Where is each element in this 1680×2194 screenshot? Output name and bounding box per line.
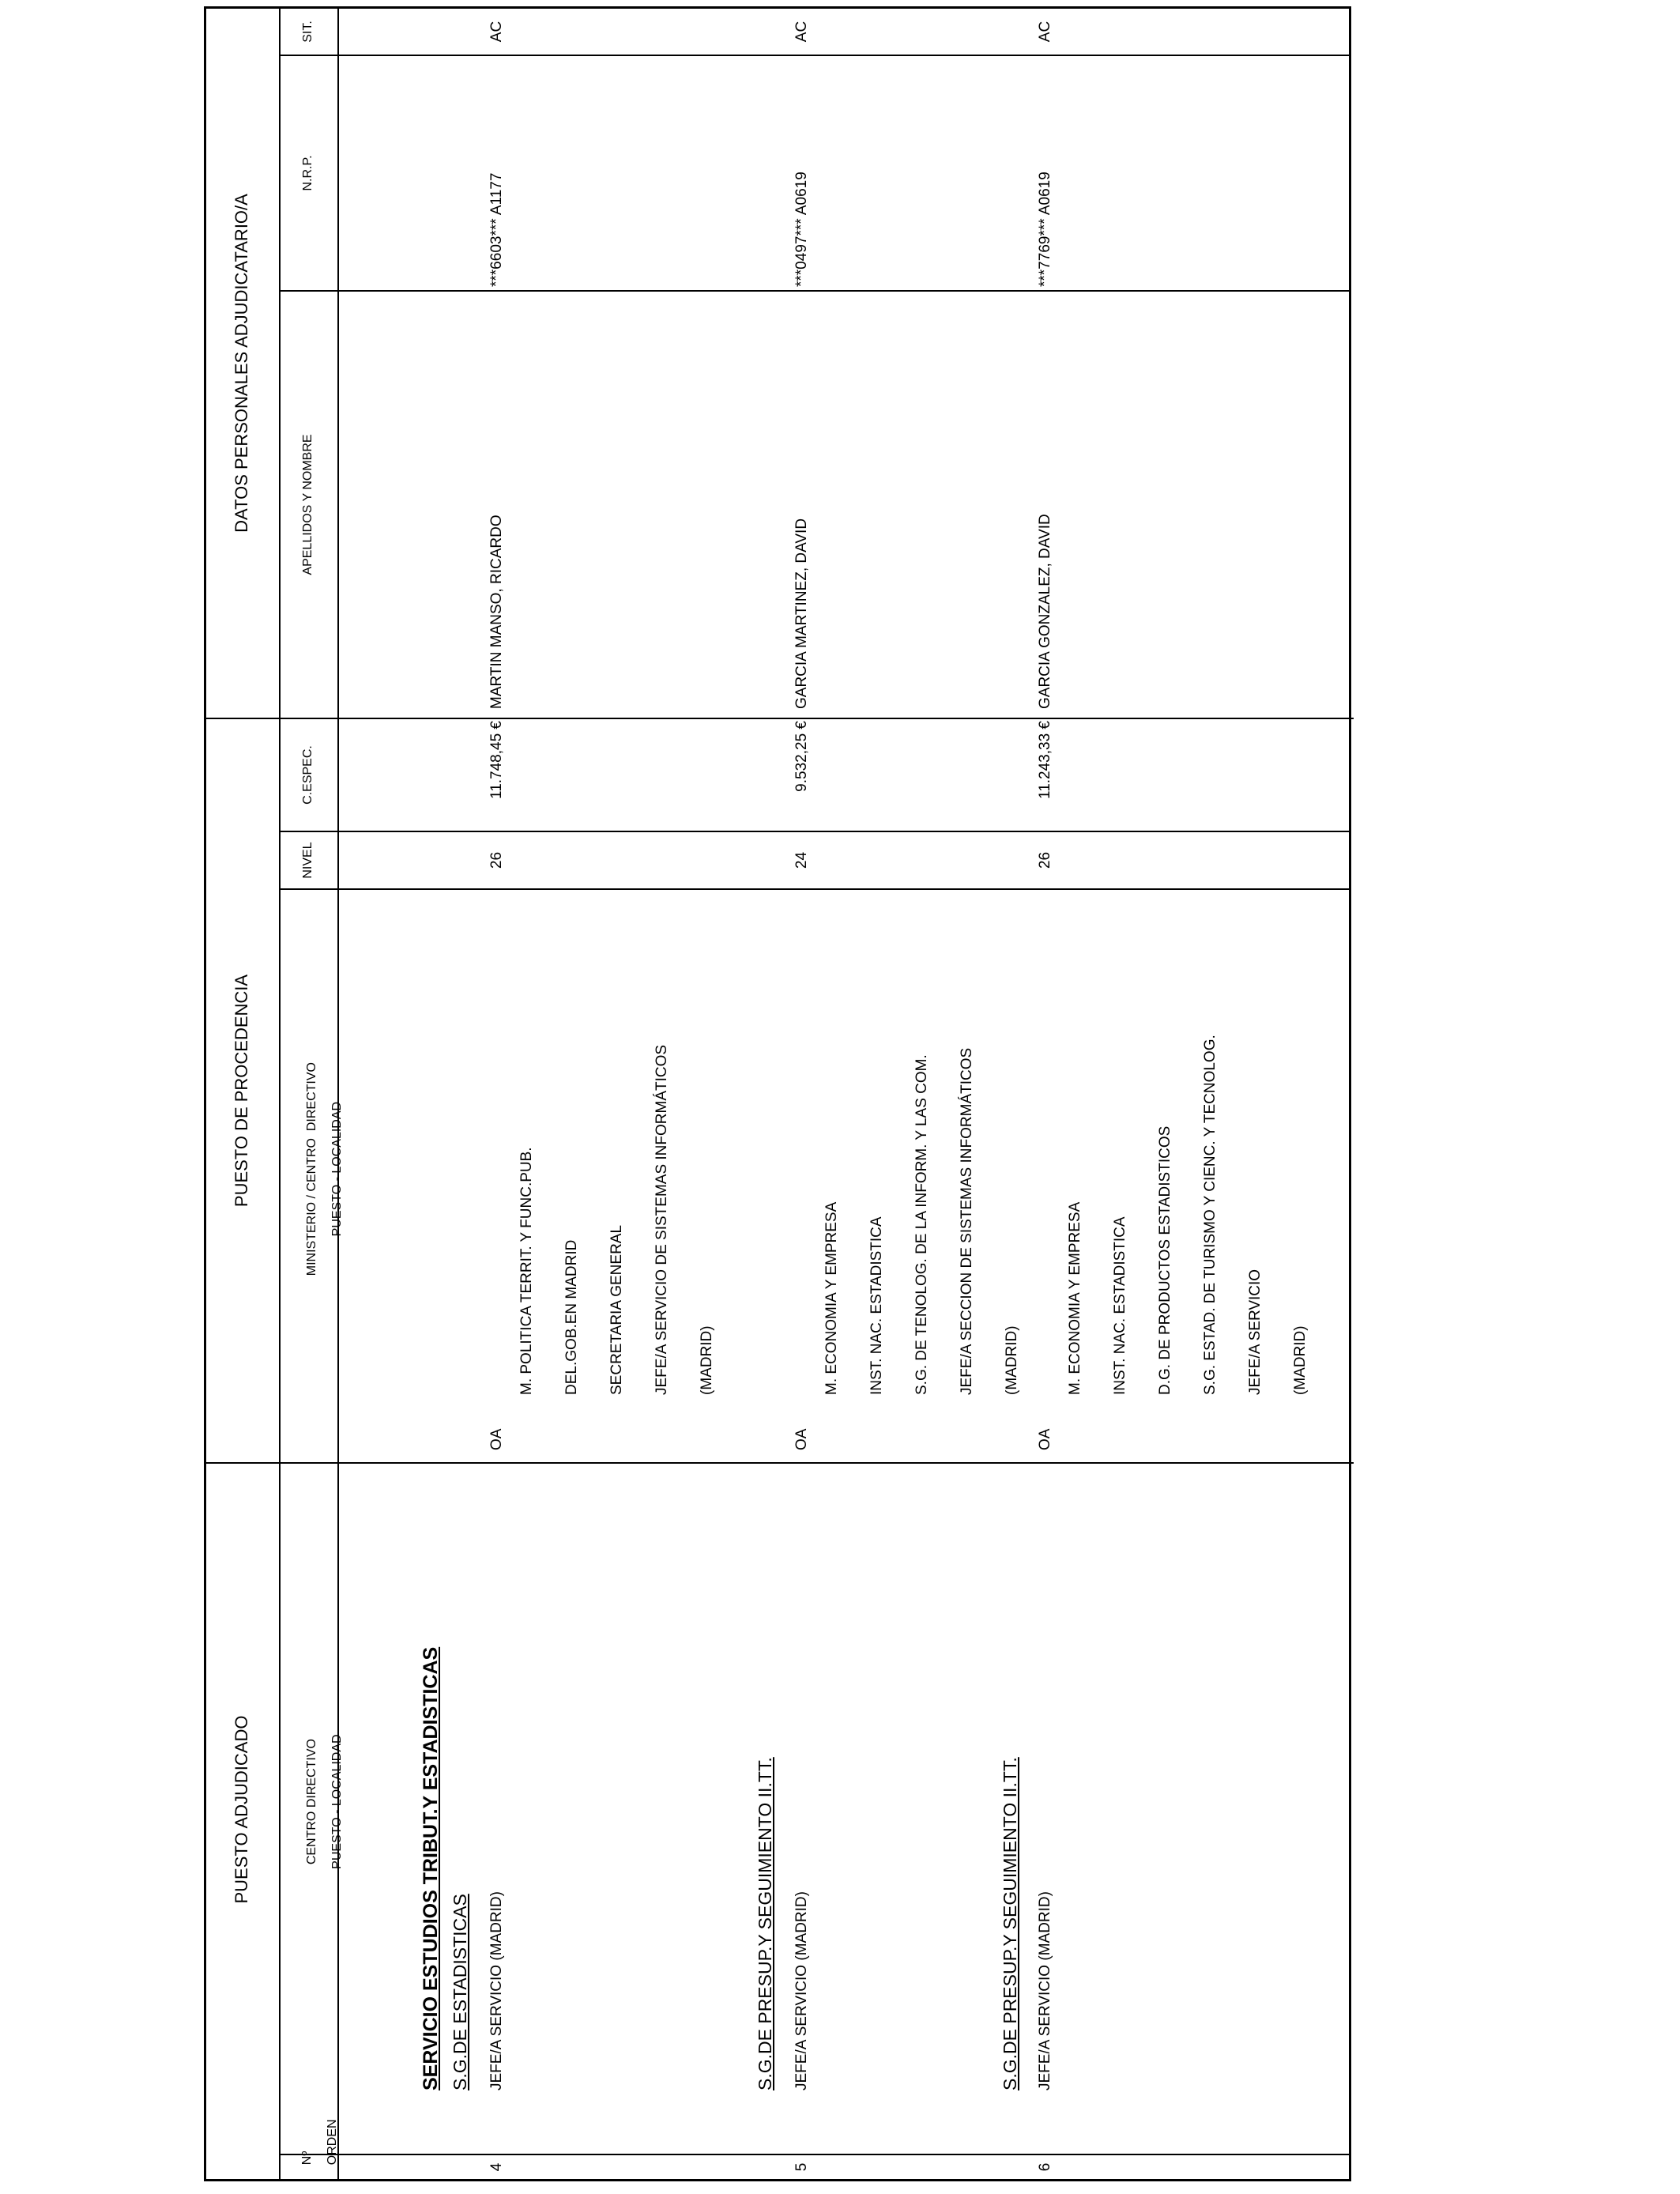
row-nombre: GARCIA GONZALEZ, DAVID (1037, 514, 1053, 709)
row-procedencia (794, 1048, 1049, 1395)
procedencia-line: M. ECONOMIA Y EMPRESA (823, 1201, 840, 1395)
col-rule-orden (279, 2154, 1349, 2155)
row-subheading: S.G.DE PRESUP.Y SEGUIMIENTO II.TT. (1000, 1757, 1020, 2090)
row-nivel: 26 (1037, 851, 1053, 869)
col-rule-nivel (279, 888, 1349, 890)
col-rule-sit (279, 55, 1349, 56)
row-orden: 4 (488, 2162, 505, 2172)
procedencia-line: SECRETARIA GENERAL (608, 1224, 625, 1395)
row-nivel: 26 (488, 851, 505, 869)
procedencia-line: JEFE/A SERVICIO (1247, 1269, 1264, 1395)
row-tipo: OA (488, 1428, 505, 1450)
row-nrp: ***0497*** A0619 (793, 172, 810, 287)
row-orden: 5 (793, 2162, 810, 2172)
procedencia-line: JEFE/A SERVICIO DE SISTEMAS INFORMÁTICOS (654, 1044, 670, 1395)
row-cespec: 11.748,45 € (488, 721, 505, 799)
procedencia-line: M. POLITICA TERRIT. Y FUNC.PUB. (518, 1147, 535, 1395)
col-header-ministerio-line2: PUESTO - LOCALIDAD (330, 1101, 344, 1237)
col-rule-cespec (279, 831, 1349, 832)
col-header-orden-line1: Nº (300, 2151, 314, 2166)
procedencia-line: M. ECONOMIA Y EMPRESA (1067, 1201, 1083, 1395)
row-nivel: 24 (793, 851, 810, 869)
group-rule-procedencia (206, 718, 1354, 719)
col-rule-nrp (279, 290, 1349, 292)
row-sit: AC (1037, 21, 1053, 43)
procedencia-line: INST. NAC. ESTADISTICA (1112, 1216, 1128, 1395)
col-header-orden-line2: ORDEN (326, 2119, 339, 2166)
adjudication-table (204, 6, 1351, 2181)
row-cespec: 11.243,33 € (1037, 721, 1053, 799)
row-subheading: S.G.DE ESTADISTICAS (450, 1894, 470, 2090)
group-header-adjudicado: PUESTO ADJUDICADO (232, 1715, 251, 1904)
row-puesto: JEFE/A SERVICIO (MADRID) (1037, 1891, 1053, 2090)
group-header-procedencia: PUESTO DE PROCEDENCIA (232, 974, 251, 1208)
col-header-apellidos: APELLIDOS Y NOMBRE (301, 434, 315, 575)
header-divider (279, 9, 281, 2179)
row-tipo: OA (793, 1428, 810, 1450)
col-header-centro (293, 1464, 356, 2154)
procedencia-line: JEFE/A SECCION DE SISTEMAS INFORMÁTICOS (959, 1047, 975, 1395)
col-header-ministerio (293, 890, 356, 1462)
col-header-sit: SIT. (301, 21, 315, 43)
row-procedencia (1038, 1035, 1338, 1395)
row-procedencia (489, 1045, 744, 1395)
procedencia-line: (MADRID) (1004, 1325, 1020, 1395)
col-header-centro-line1: CENTRO DIRECTIVO (305, 1739, 318, 1865)
row-sit: AC (793, 21, 810, 43)
procedencia-line: S.G. ESTAD. DE TURISMO Y CIENC. Y TECNOLOG. (1202, 1035, 1219, 1395)
row-puesto: JEFE/A SERVICIO (MADRID) (793, 1891, 810, 2090)
procedencia-line: (MADRID) (1292, 1325, 1309, 1395)
group-rule-adjudicado (206, 1462, 1354, 1464)
group-header-personales: DATOS PERSONALES ADJUDICATARIO/A (232, 194, 251, 533)
row-subheading: S.G.DE PRESUP.Y SEGUIMIENTO II.TT. (755, 1757, 775, 2090)
row-tipo: OA (1037, 1428, 1053, 1450)
procedencia-line: (MADRID) (699, 1325, 715, 1395)
row-nrp: ***6603*** A1177 (488, 172, 505, 287)
col-header-centro-line2: PUESTO - LOCALIDAD (330, 1734, 344, 1869)
row-nrp: ***7769*** A0619 (1037, 172, 1053, 287)
col-header-cespec: C.ESPEC. (301, 745, 315, 805)
row-sit: AC (488, 21, 505, 43)
row-nombre: GARCIA MARTINEZ, DAVID (793, 518, 810, 709)
row-orden: 6 (1037, 2162, 1053, 2172)
procedencia-line: DEL.GOB.EN MADRID (563, 1239, 580, 1395)
row-nombre: MARTIN MANSO, RICARDO (488, 515, 505, 709)
col-header-orden (288, 2119, 352, 2179)
procedencia-line: D.G. DE PRODUCTOS ESTADISTICOS (1157, 1125, 1173, 1395)
col-header-nrp: N.R.P. (301, 155, 315, 191)
row-cespec: 9.532,25 € (793, 721, 810, 792)
procedencia-line: S.G. DE TENOLOG. DE LA INFORM. Y LAS COM. (913, 1054, 930, 1395)
col-header-nivel: NIVEL (301, 842, 315, 879)
section-title: SERVICIO ESTUDIOS TRIBUT.Y ESTADISTICAS (420, 1646, 442, 2090)
procedencia-line: INST. NAC. ESTADISTICA (868, 1216, 885, 1395)
col-header-ministerio-line1: MINISTERIO / CENTRO DIRECTIVO (305, 1062, 318, 1276)
row-puesto: JEFE/A SERVICIO (MADRID) (488, 1891, 505, 2090)
